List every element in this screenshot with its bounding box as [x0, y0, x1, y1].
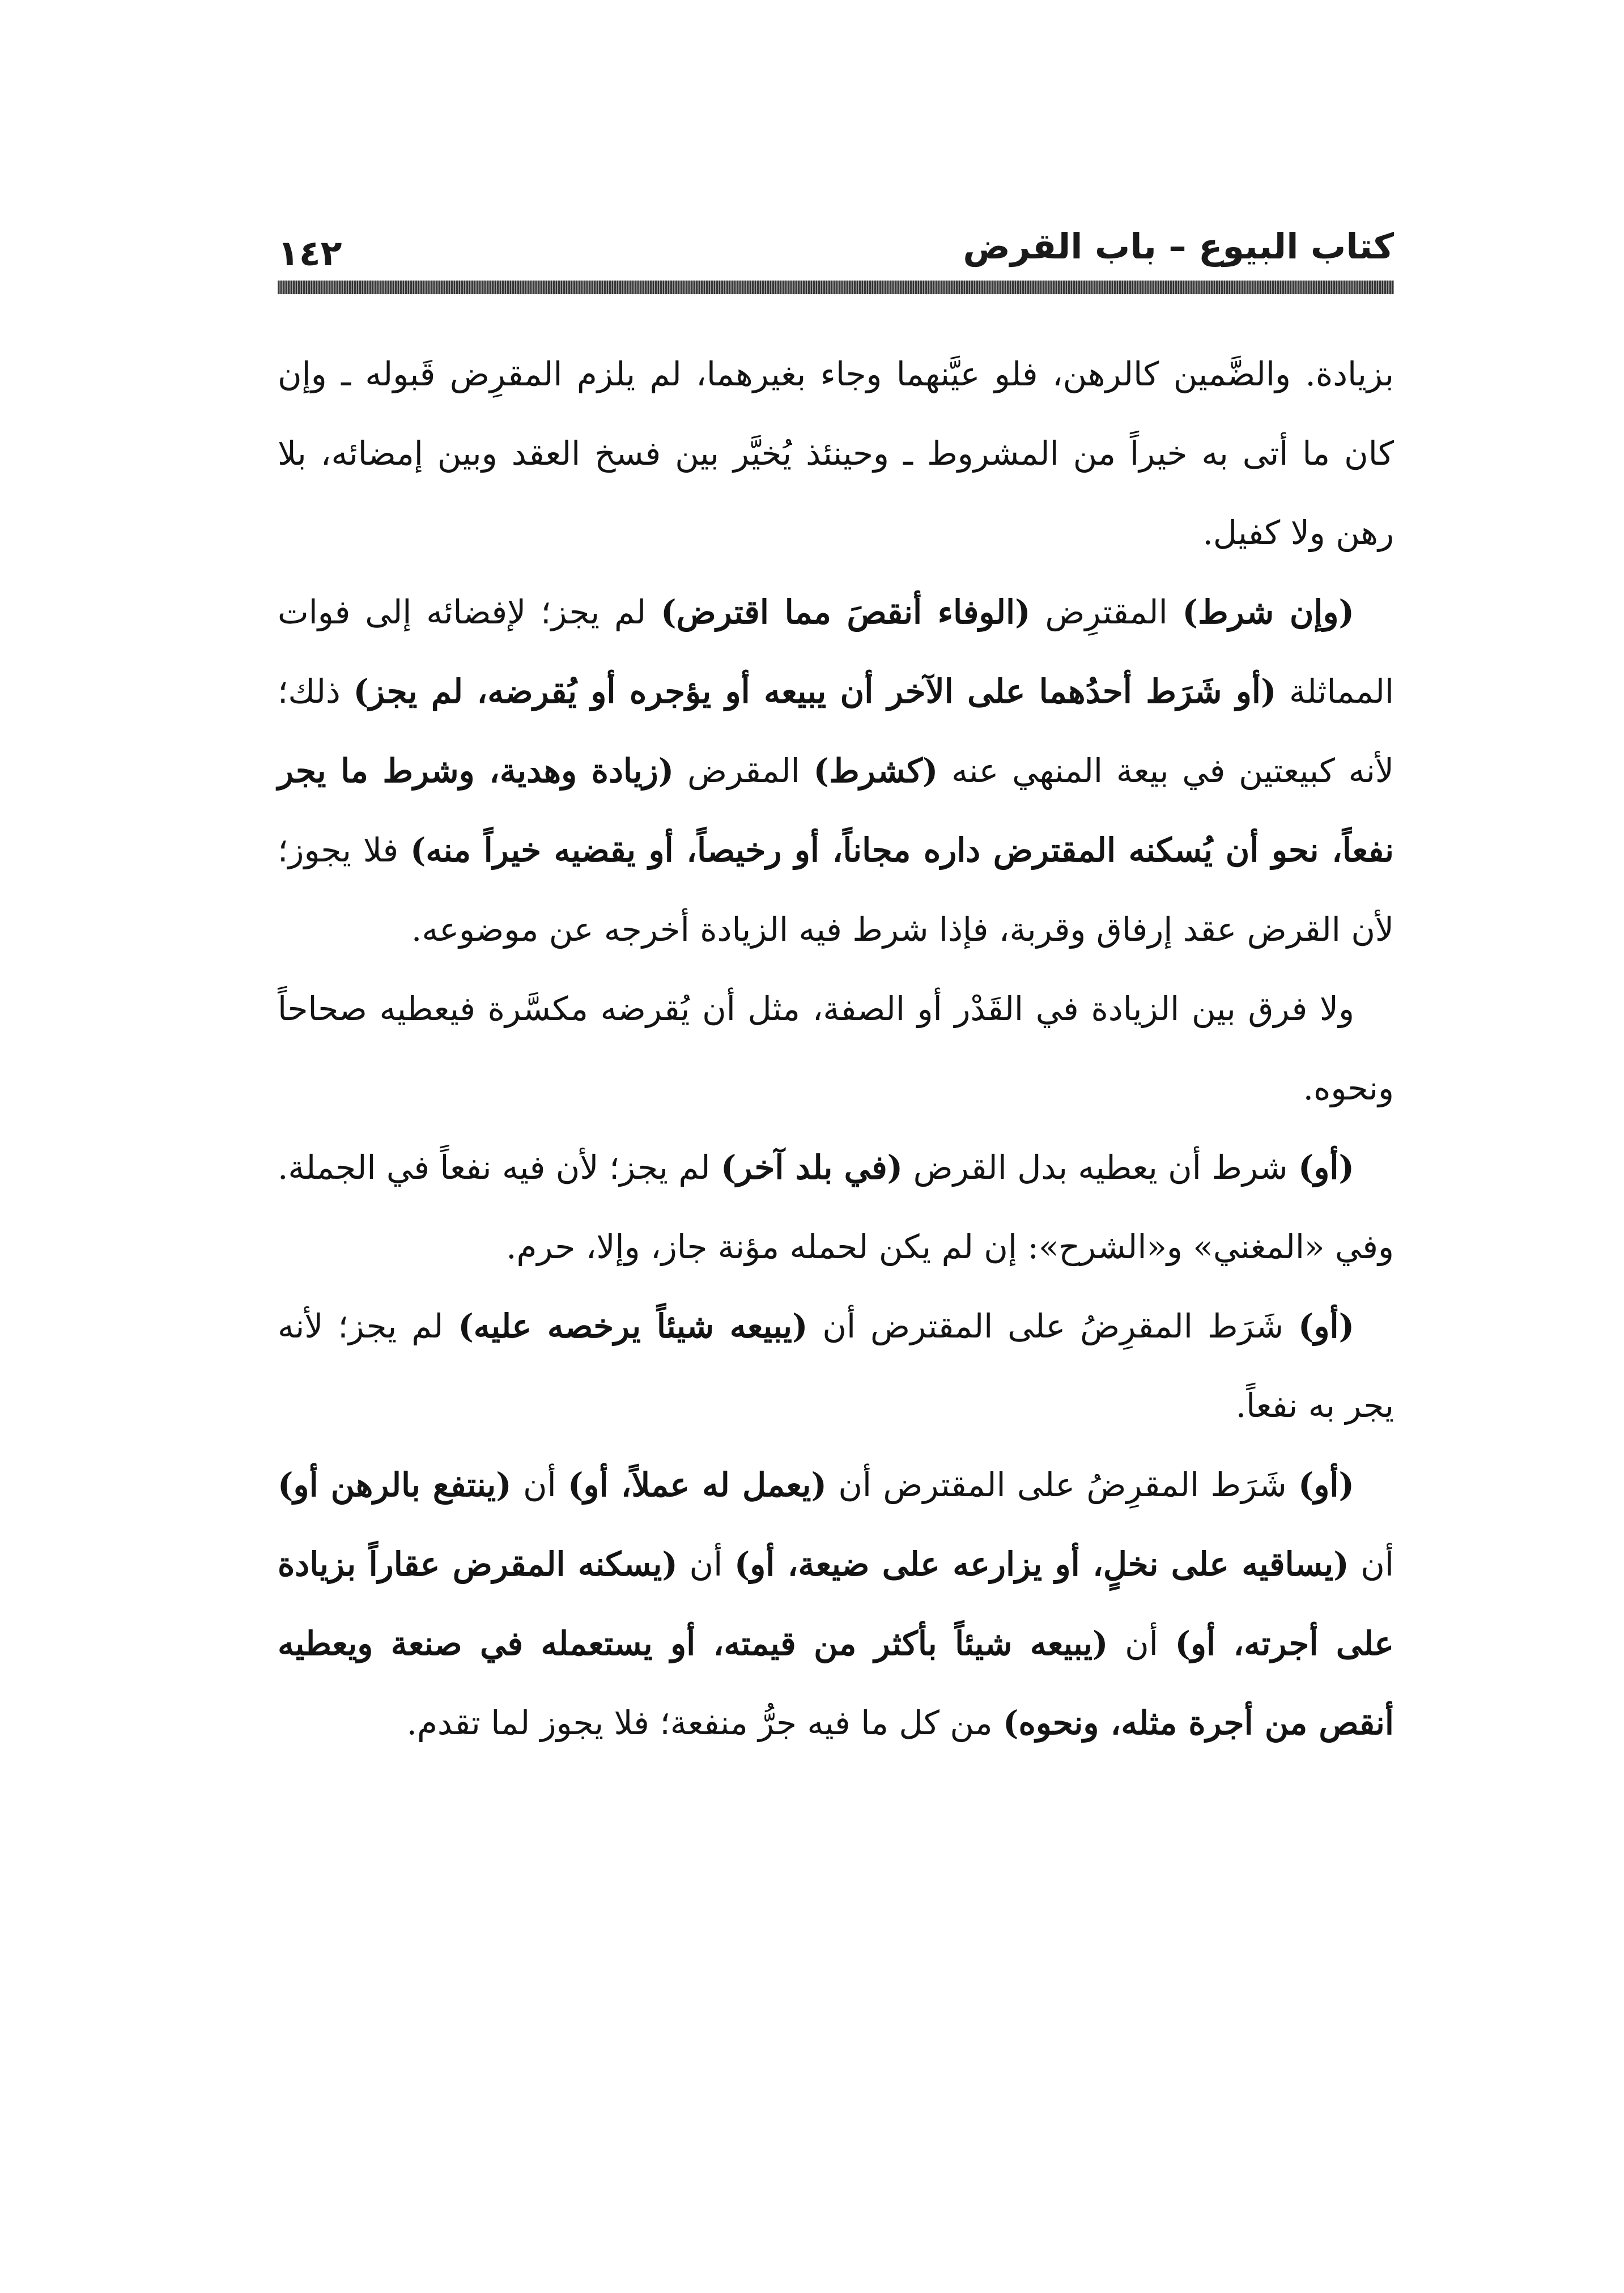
- matn-text: (يبيعه شيئاً بأكثر من قيمته، أو يستعمله في صنعة ويعطيه أنقص من أجرة مثله، ونحوه): [278, 1624, 1394, 1742]
- running-title: كتاب البيوع – باب القرض: [963, 226, 1394, 267]
- paragraph: [278, 572, 1394, 969]
- paragraph: [278, 969, 1394, 1128]
- matn-text: (يعمل له عملاً، أو): [568, 1466, 827, 1504]
- matn-text: (يسكنه المقرض عقاراً بزيادة على أجرته، أو): [278, 1545, 1394, 1663]
- matn-text: (الوفاء أنقصَ مما اقترض): [661, 593, 1031, 631]
- sharh-text: لم يجز؛ لأن فيه نفعاً في الجملة. وفي «المغني» و«الشرح»: إن لم يكن لحمله مؤنة جاز، وإلا، حرم.: [277, 1148, 1394, 1266]
- sharh-text: شَرَط المقرِضُ على المقترض أن: [827, 1466, 1298, 1504]
- sharh-text: فلا يجوز؛ لأن القرض عقد إرفاق وقربة، فإذا شرط فيه الزيادة أخرجه عن موضوعه.: [278, 831, 1394, 949]
- matn-text: (وإن شرط): [1182, 593, 1354, 631]
- sharh-text: أن: [677, 1545, 734, 1583]
- page-number: ١٤٢: [278, 232, 342, 274]
- sharh-text: المقرض: [674, 751, 814, 790]
- sharh-text: أن: [1108, 1624, 1175, 1663]
- sharh-text: لم يجز؛ لأنه يجر به نفعاً.: [278, 1307, 1394, 1425]
- sharh-text: المقترِض: [1030, 593, 1183, 631]
- sharh-text: ولا فرق بين الزيادة في القَدْر أو الصفة، مثل أن يُقرضه مكسَّرة فيعطيه صحاحاً ونحوه.: [278, 990, 1394, 1107]
- sharh-text: شَرَط المقرِضُ على المقترض أن: [807, 1307, 1298, 1345]
- header-rule: [278, 281, 1394, 294]
- sharh-text: شرط أن يعطيه بدل القرض: [903, 1148, 1298, 1187]
- sharh-text: ذلك؛ لأنه كبيعتين في بيعة المنهي عنه: [278, 672, 1394, 790]
- matn-text: (أو): [1298, 1148, 1354, 1187]
- sharh-text: أن: [511, 1466, 568, 1504]
- matn-text: (زيادة وهدية، وشرط ما يجر نفعاً، نحو أن يُسكنه المقترض داره مجاناً، أو رخيصاً، أو يقضيه خيراً منه): [278, 751, 1394, 869]
- matn-text: (أو): [1298, 1307, 1355, 1345]
- sharh-text: لم يجز؛ لإفضائه إلى فوات المماثلة: [278, 593, 1394, 711]
- matn-text: (يساقيه على نخلٍ، أو يزارعه على ضيعة، أو): [734, 1545, 1349, 1583]
- paragraph: [278, 334, 1394, 572]
- matn-text: (أو شَرَط أحدُهما على الآخر أن يبيعه أو يؤجره أو يُقرضه، لم يجز): [353, 672, 1277, 711]
- matn-text: (ينتفع بالرهن أو): [278, 1466, 512, 1504]
- sharh-text: من كل ما فيه جرُّ منفعة؛ فلا يجوز لما تقدم.: [406, 1704, 1004, 1742]
- text-body: [278, 334, 1394, 1763]
- paragraph: [278, 1128, 1394, 1286]
- sharh-text: بزيادة. والضَّمين كالرهن، فلو عيَّنهما وجاء بغيرهما، لم يلزم المقرِض قَبوله ـ وإن كان ما أتى به خيراً من المشروط ـ وحينئذ يُخيَّر بين فسخ العقد وبين إمضائه، بلا رهن ولا كفيل.: [278, 355, 1394, 552]
- matn-text: (في بلد آخر): [721, 1148, 903, 1187]
- paragraph: [278, 1286, 1394, 1445]
- sharh-text: أن: [1349, 1545, 1394, 1583]
- matn-text: (كشرط): [813, 751, 938, 790]
- page-header: [278, 224, 1394, 303]
- paragraph: [278, 1445, 1394, 1763]
- matn-text: (أو): [1298, 1466, 1354, 1504]
- matn-text: (يبيعه شيئاً يرخصه عليه): [458, 1307, 808, 1345]
